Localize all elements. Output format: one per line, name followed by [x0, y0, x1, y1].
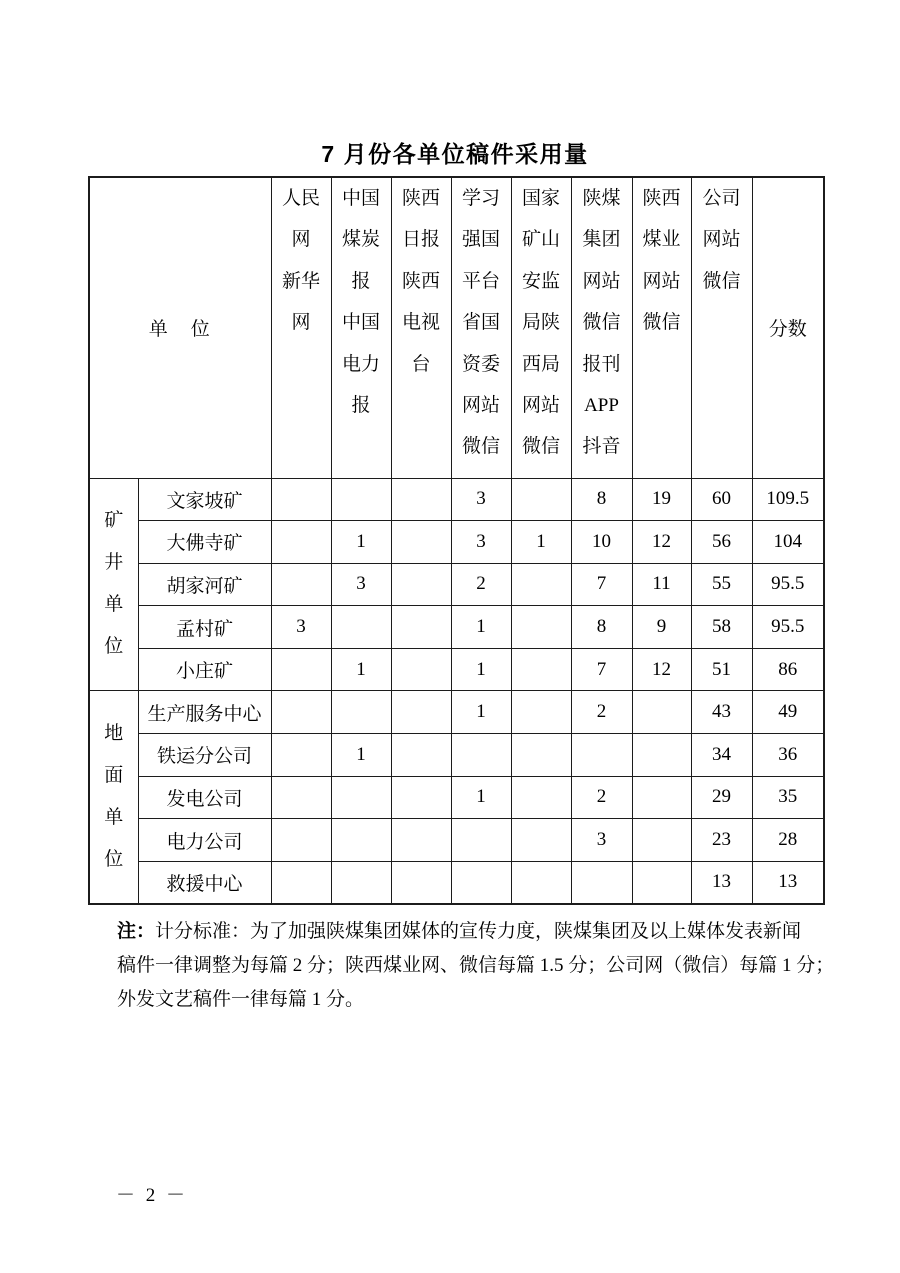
value-cell [391, 521, 451, 564]
column-header-cell [571, 177, 632, 478]
table-row [89, 648, 824, 691]
table-row [89, 521, 824, 564]
column-header-cell [511, 177, 571, 478]
column-header-line: 陕西 [642, 188, 681, 209]
value-cell: 51 [691, 648, 752, 691]
column-header-line: 强国 [461, 229, 500, 251]
group-label-char: 单 [104, 807, 124, 829]
value-cell [511, 478, 571, 521]
value-cell: 19 [632, 478, 691, 521]
value-cell [391, 861, 451, 904]
value-cell: 1 [331, 648, 391, 691]
column-header-line: 国家 [521, 188, 560, 209]
value-cell: 3 [271, 606, 331, 649]
score-cell: 36 [752, 734, 824, 777]
value-cell: 1 [451, 648, 511, 691]
value-cell [511, 563, 571, 606]
unit-name-cell: 铁运分公司 [138, 734, 271, 777]
column-header-line: 新华 [281, 270, 320, 292]
column-header-line: 台 [411, 353, 431, 375]
column-header-line: 网站 [702, 229, 741, 251]
value-cell [271, 691, 331, 734]
value-cell [391, 819, 451, 862]
unit-header-cell: 单 位 [89, 177, 271, 478]
column-header-line: 资委 [461, 353, 500, 375]
column-header-line: 网 [291, 312, 311, 334]
value-cell: 3 [451, 521, 511, 564]
score-cell: 13 [752, 861, 824, 904]
table-row [89, 819, 824, 862]
column-header-line: 公司 [702, 188, 741, 209]
score-cell: 28 [752, 819, 824, 862]
table-row [89, 606, 824, 649]
unit-name-cell: 发电公司 [138, 776, 271, 819]
value-cell: 7 [571, 563, 632, 606]
column-header-line: 人民 [281, 188, 320, 209]
value-cell [331, 819, 391, 862]
column-header-line: 集团 [582, 229, 621, 251]
value-cell [331, 478, 391, 521]
group-label-char: 位 [104, 636, 124, 658]
column-header-line: 报刊 [582, 353, 621, 375]
column-header-line: 陕西 [401, 188, 440, 209]
value-cell [511, 734, 571, 777]
column-header-line: 陕西 [401, 270, 440, 292]
value-cell [571, 861, 632, 904]
column-header-line: 陕煤 [582, 188, 621, 209]
column-header-line: 西局 [521, 353, 560, 375]
score-cell: 49 [752, 691, 824, 734]
page-number: － 2 － [116, 1185, 189, 1206]
column-header-line: 省国 [461, 312, 500, 334]
value-cell: 1 [451, 776, 511, 819]
table-row [89, 691, 824, 734]
value-cell: 8 [571, 606, 632, 649]
value-cell: 58 [691, 606, 752, 649]
value-cell [331, 691, 391, 734]
value-cell: 8 [571, 478, 632, 521]
value-cell: 1 [451, 691, 511, 734]
column-header-line: 中国 [341, 188, 380, 209]
unit-name-cell: 大佛寺矿 [138, 521, 271, 564]
value-cell: 2 [451, 563, 511, 606]
column-header-line: 微信 [461, 436, 500, 458]
column-header-line: 煤业 [642, 229, 681, 251]
value-cell: 29 [691, 776, 752, 819]
value-cell: 12 [632, 521, 691, 564]
column-header-line: 煤炭 [341, 229, 380, 251]
value-cell [632, 861, 691, 904]
column-header-line: 网站 [582, 270, 621, 292]
value-cell [632, 734, 691, 777]
score-cell: 35 [752, 776, 824, 819]
value-cell: 10 [571, 521, 632, 564]
value-cell [632, 691, 691, 734]
note-line: 外发文艺稿件一律每篇 1 分。 [117, 989, 365, 1010]
column-header-line: 报 [351, 270, 371, 292]
score-cell: 86 [752, 648, 824, 691]
value-cell [391, 691, 451, 734]
score-table [88, 176, 825, 905]
value-cell [271, 478, 331, 521]
column-header-cell [691, 177, 752, 478]
table-row [89, 861, 824, 904]
table-row [89, 478, 824, 521]
unit-name-cell: 救援中心 [138, 861, 271, 904]
note-label: 注： [117, 921, 156, 942]
column-header-line: 微信 [582, 312, 621, 334]
column-header-line: 电视 [401, 312, 440, 334]
group-label-char: 矿 [104, 510, 124, 532]
column-header-line: 学习 [461, 188, 500, 209]
value-cell: 7 [571, 648, 632, 691]
header-row [89, 177, 824, 478]
value-cell [271, 819, 331, 862]
column-header-cell [451, 177, 511, 478]
value-cell: 34 [691, 734, 752, 777]
column-header-line: 网站 [642, 270, 681, 292]
value-cell: 11 [632, 563, 691, 606]
column-header-line: 微信 [521, 436, 560, 458]
value-cell [331, 776, 391, 819]
table-header [89, 177, 824, 478]
column-header-line: 报 [351, 395, 371, 417]
unit-name-cell: 电力公司 [138, 819, 271, 862]
value-cell: 9 [632, 606, 691, 649]
column-header-cell [271, 177, 331, 478]
score-cell: 104 [752, 521, 824, 564]
table-row [89, 776, 824, 819]
group-label-char: 地 [104, 723, 124, 745]
value-cell: 1 [331, 734, 391, 777]
value-cell [271, 648, 331, 691]
value-cell [391, 606, 451, 649]
column-header-line: APP [584, 395, 619, 417]
value-cell [391, 648, 451, 691]
group-label-char: 单 [104, 594, 124, 616]
value-cell [391, 478, 451, 521]
value-cell: 43 [691, 691, 752, 734]
table-row [89, 734, 824, 777]
group-label-char: 井 [104, 552, 124, 574]
score-cell: 95.5 [752, 606, 824, 649]
column-header-line: 网站 [521, 395, 560, 417]
score-cell: 95.5 [752, 563, 824, 606]
column-header-line: 平台 [461, 270, 500, 292]
column-header-line: 中国 [341, 312, 380, 334]
value-cell [632, 776, 691, 819]
value-cell: 1 [511, 521, 571, 564]
column-header-line: 安监 [521, 270, 560, 292]
column-header-line: 微信 [642, 312, 681, 334]
column-header-line: 局陕 [521, 312, 560, 334]
column-header-line: 抖音 [582, 436, 621, 458]
score-header-cell: 分数 [752, 177, 824, 478]
note-line: 注：计分标准：为了加强陕煤集团媒体的宣传力度，陕煤集团及以上媒体发表新闻 [117, 921, 802, 942]
group-label-char: 面 [104, 765, 124, 787]
value-cell: 56 [691, 521, 752, 564]
value-cell [331, 606, 391, 649]
value-cell [571, 734, 632, 777]
column-header-cell [391, 177, 451, 478]
value-cell [451, 819, 511, 862]
value-cell [331, 861, 391, 904]
value-cell [511, 776, 571, 819]
value-cell [271, 521, 331, 564]
value-cell [511, 691, 571, 734]
value-cell: 2 [571, 691, 632, 734]
column-header-line: 电力 [341, 353, 380, 375]
column-header-line: 矿山 [521, 229, 560, 251]
value-cell [511, 861, 571, 904]
value-cell: 55 [691, 563, 752, 606]
value-cell: 12 [632, 648, 691, 691]
value-cell [391, 734, 451, 777]
column-header-line: 微信 [702, 270, 741, 292]
scoring-note [117, 915, 834, 1017]
group-label-char: 位 [104, 849, 124, 871]
value-cell [271, 776, 331, 819]
column-header-line: 网站 [461, 395, 500, 417]
table-row [89, 563, 824, 606]
unit-name-cell: 胡家河矿 [138, 563, 271, 606]
column-header-cell [331, 177, 391, 478]
unit-name-cell: 文家坡矿 [138, 478, 271, 521]
value-cell [511, 648, 571, 691]
value-cell [391, 776, 451, 819]
value-cell [451, 861, 511, 904]
column-header-cell [632, 177, 691, 478]
unit-name-cell: 生产服务中心 [138, 691, 271, 734]
value-cell [391, 563, 451, 606]
value-cell: 60 [691, 478, 752, 521]
unit-name-cell: 小庄矿 [138, 648, 271, 691]
value-cell [271, 861, 331, 904]
value-cell: 1 [331, 521, 391, 564]
value-cell: 2 [571, 776, 632, 819]
column-header-line: 日报 [401, 229, 440, 251]
value-cell [451, 734, 511, 777]
table-body [89, 478, 824, 904]
unit-name-cell: 孟村矿 [138, 606, 271, 649]
note-line: 稿件一律调整为每篇 2 分；陕西煤业网、微信每篇 1.5 分；公司网（微信）每篇 1 分； [117, 955, 835, 976]
column-header-line: 网 [291, 229, 311, 251]
value-cell [271, 563, 331, 606]
value-cell [271, 734, 331, 777]
value-cell: 23 [691, 819, 752, 862]
value-cell [511, 606, 571, 649]
page-title: 7 月份各单位稿件采用量 [321, 141, 589, 167]
score-cell: 109.5 [752, 478, 824, 521]
value-cell [511, 819, 571, 862]
value-cell: 3 [451, 478, 511, 521]
group-label-cell [89, 478, 138, 691]
value-cell: 3 [571, 819, 632, 862]
value-cell: 3 [331, 563, 391, 606]
group-label-cell [89, 691, 138, 904]
value-cell: 13 [691, 861, 752, 904]
value-cell [632, 819, 691, 862]
value-cell: 1 [451, 606, 511, 649]
